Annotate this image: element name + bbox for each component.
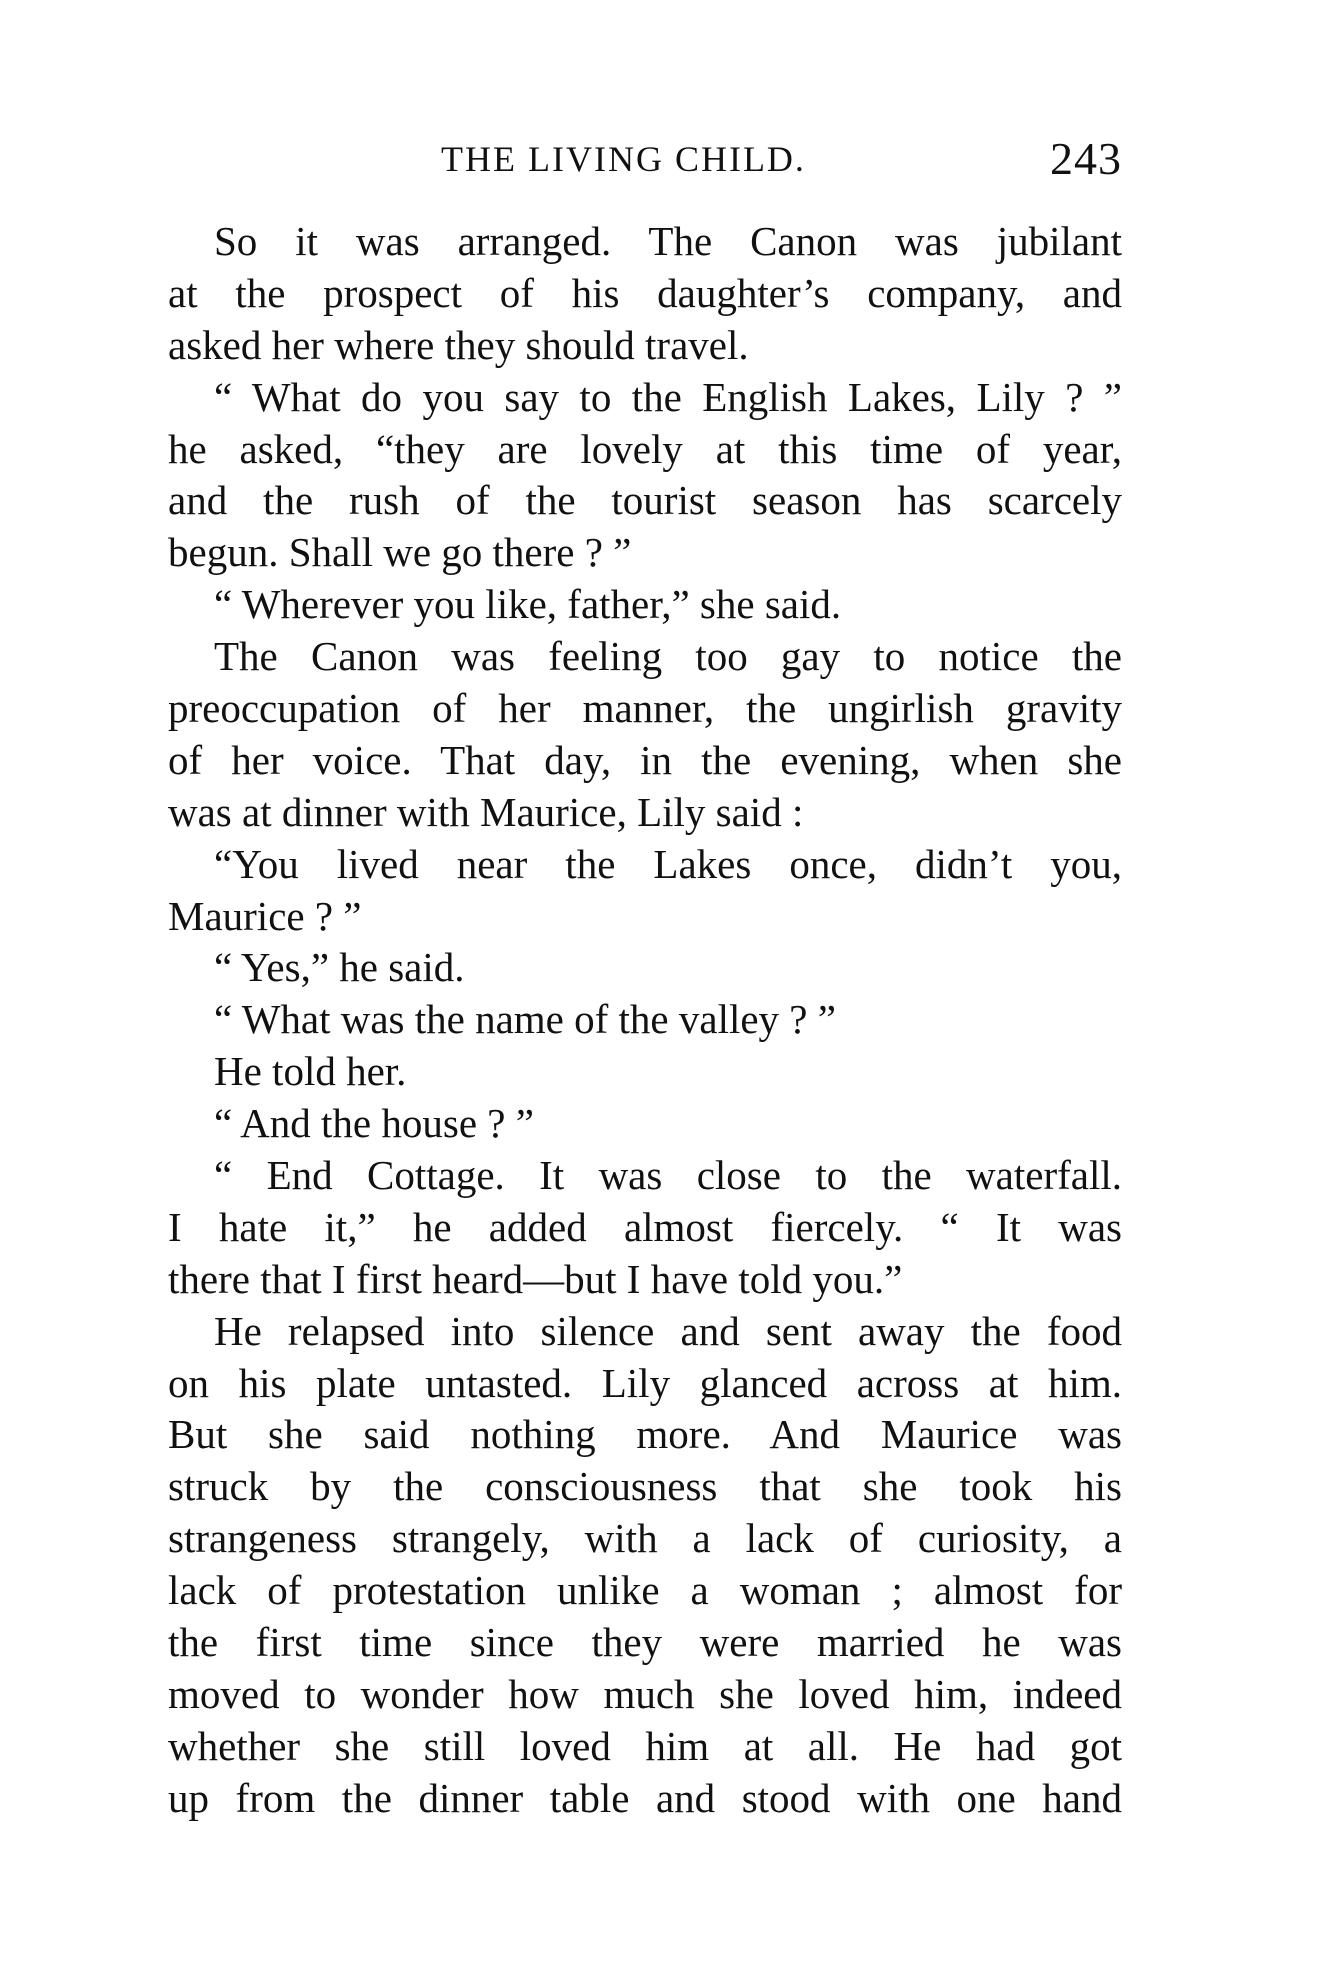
text-line: up from the dinner table and stood with one hand — [168, 1774, 1122, 1821]
running-head: THE LIVING CHILD. — [441, 139, 806, 179]
text-line: “ What was the name of the valley ? ” — [214, 996, 836, 1043]
page-header — [168, 130, 1122, 190]
text-line: “ What do you say to the English Lakes, Lily ? ” — [214, 373, 1122, 420]
text-line: strangeness strangely, with a lack of curiosity, a — [168, 1515, 1122, 1562]
text-line: of her voice. That day, in the evening, when she — [168, 736, 1122, 783]
text-line: at the prospect of his daughter’s company, and — [168, 269, 1122, 316]
text-line: Maurice ? ” — [168, 892, 362, 939]
text-line: “ End Cottage. It was close to the waterfall. — [214, 1152, 1122, 1199]
text-line: struck by the consciousness that she took his — [168, 1463, 1122, 1510]
text-line: moved to wonder how much she loved him, indeed — [168, 1670, 1122, 1717]
text-line: was at dinner with Maurice, Lily said : — [168, 788, 804, 835]
text-line: “ And the house ? ” — [214, 1100, 534, 1147]
text-line: asked her where they should travel. — [168, 321, 749, 368]
text-line: the first time since they were married he was — [168, 1619, 1122, 1666]
text-line: he asked, “they are lovely at this time of year, — [168, 425, 1122, 472]
text-line: “ Wherever you like, father,” she said. — [214, 581, 842, 628]
text-line: “You lived near the Lakes once, didn’t you, — [214, 840, 1122, 887]
text-line: The Canon was feeling too gay to notice the — [214, 633, 1122, 680]
text-line: “ Yes,” he said. — [214, 944, 465, 991]
text-line: on his plate untasted. Lily glanced across at him. — [168, 1359, 1122, 1406]
body-text — [168, 216, 1122, 1825]
page-number: 243 — [1050, 133, 1122, 184]
text-line: But she said nothing more. And Maurice was — [168, 1411, 1122, 1458]
text-line: begun. Shall we go there ? ” — [168, 529, 632, 576]
text-line: He relapsed into silence and sent away the food — [214, 1307, 1122, 1354]
text-line: and the rush of the tourist season has scarcely — [168, 477, 1122, 524]
text-line: I hate it,” he added almost fiercely. “ It was — [168, 1203, 1122, 1250]
text-line: So it was arranged. The Canon was jubilant — [214, 218, 1122, 264]
text-line: there that I first heard—but I have told you.” — [168, 1255, 903, 1302]
text-line: lack of protestation unlike a woman ; almost for — [168, 1567, 1122, 1614]
text-line: whether she still loved him at all. He had got — [168, 1722, 1122, 1769]
text-line: He told her. — [214, 1048, 407, 1095]
text-line: preoccupation of her manner, the ungirlish gravity — [168, 685, 1122, 732]
